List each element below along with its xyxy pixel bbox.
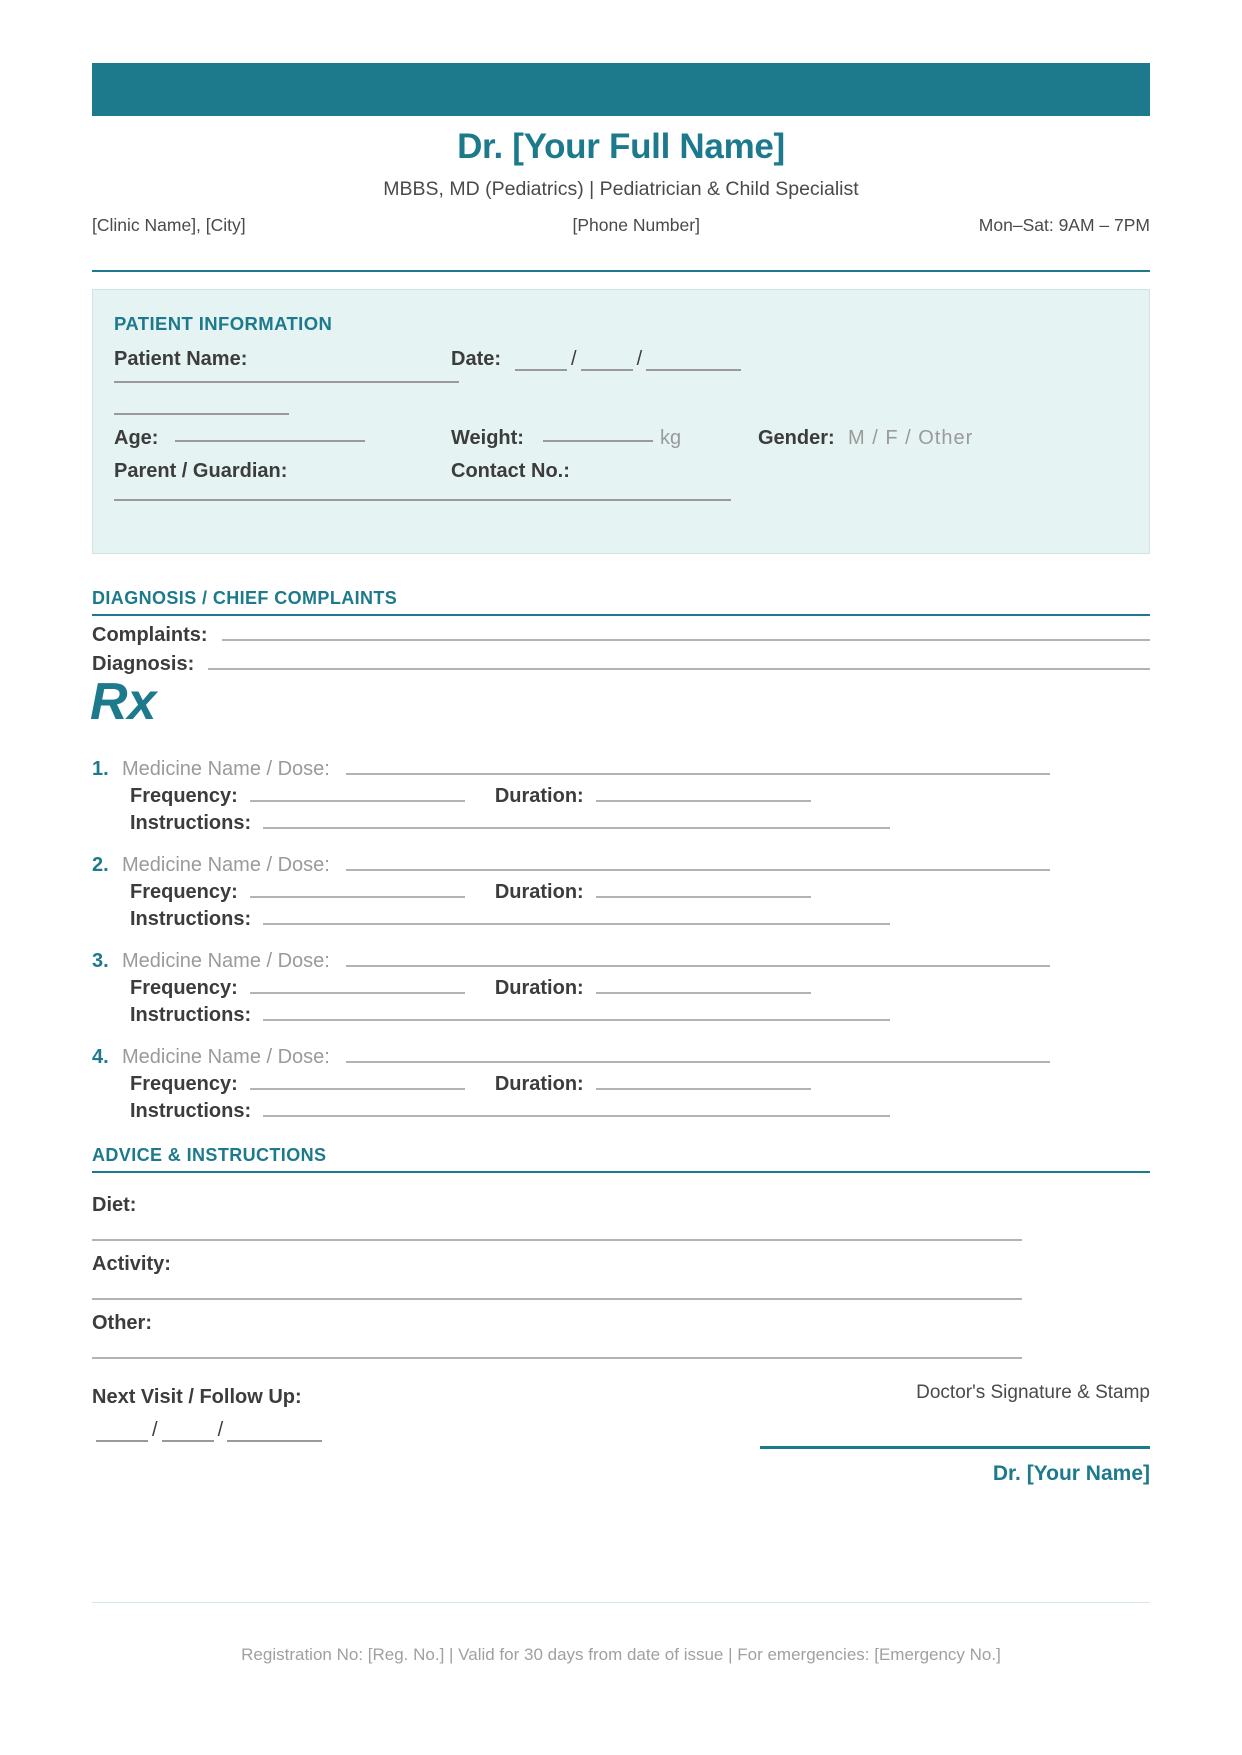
follow-up-month-input[interactable]: [162, 1427, 214, 1442]
instructions-row: [92, 908, 1150, 931]
medicine-row: [92, 758, 1150, 781]
instructions-row: [92, 812, 1150, 835]
date-day-input[interactable]: [515, 356, 567, 371]
activity-label: Activity:: [92, 1253, 171, 1275]
instructions-label: Instructions:: [130, 908, 252, 930]
other-label: Other:: [92, 1312, 152, 1334]
frequency-input[interactable]: [250, 979, 465, 994]
duration-label: Duration:: [494, 977, 584, 999]
medicine-row: [92, 950, 1150, 973]
frequency-duration-row: [92, 785, 1150, 808]
advice-fields: [92, 1182, 1150, 1359]
diagnosis-label: Diagnosis:: [92, 653, 195, 675]
clinic-address: [Clinic Name], [City]: [92, 215, 246, 235]
footer-note: Registration No: [Reg. No.] | Valid for 30 days from date of issue | For emergencies: [Emergency No.]: [241, 1645, 1001, 1664]
frequency-label: Frequency:: [130, 785, 238, 807]
diagnosis-section-title: DIAGNOSIS / CHIEF COMPLAINTS: [92, 588, 398, 608]
prescription-item: [92, 758, 1150, 835]
follow-up-block: [92, 1386, 326, 1442]
follow-up-year-input[interactable]: [227, 1427, 322, 1442]
instructions-label: Instructions:: [130, 1004, 252, 1026]
patient-information-title: PATIENT INFORMATION: [114, 313, 333, 334]
medicine-input[interactable]: [346, 856, 1050, 871]
medicine-label: Medicine Name / Dose:: [122, 950, 330, 972]
frequency-duration-row: [92, 977, 1150, 1000]
medicine-row: [92, 1046, 1150, 1069]
duration-label: Duration:: [494, 881, 584, 903]
weight-label: Weight:: [451, 427, 524, 449]
diagnosis-row: [92, 653, 1150, 676]
contact-input[interactable]: [451, 486, 731, 501]
item-number: 4.: [92, 1046, 109, 1068]
medicine-input[interactable]: [346, 760, 1050, 775]
instructions-label: Instructions:: [130, 1100, 252, 1122]
follow-up-separator-2: /: [217, 1419, 224, 1441]
item-number: 3.: [92, 950, 109, 972]
weight-input[interactable]: [543, 427, 653, 442]
instructions-input[interactable]: [263, 910, 890, 925]
medicine-input[interactable]: [346, 1048, 1050, 1063]
medicine-label: Medicine Name / Dose:: [122, 1046, 330, 1068]
prescription-item: [92, 1046, 1150, 1123]
follow-up-date-group: [92, 1419, 326, 1442]
patient-name-input[interactable]: [114, 368, 459, 383]
prescription-item: [92, 854, 1150, 931]
frequency-label: Frequency:: [130, 977, 238, 999]
medicine-input[interactable]: [346, 952, 1050, 967]
duration-input[interactable]: [596, 883, 811, 898]
clinic-phone: [Phone Number]: [572, 215, 700, 235]
signature-block: [760, 1382, 1150, 1486]
patient-name-input-overflow[interactable]: [114, 400, 289, 415]
frequency-duration-row: [92, 1073, 1150, 1096]
age-input[interactable]: [175, 427, 365, 442]
medicine-row: [92, 854, 1150, 877]
advice-section-divider: [92, 1171, 1150, 1173]
diagnosis-section-divider: [92, 614, 1150, 616]
duration-input[interactable]: [596, 979, 811, 994]
diet-label: Diet:: [92, 1194, 137, 1216]
item-number: 2.: [92, 854, 109, 876]
date-month-input[interactable]: [581, 356, 633, 371]
footer-divider: [92, 1602, 1150, 1603]
patient-name-label: Patient Name:: [114, 348, 248, 370]
frequency-input[interactable]: [250, 883, 465, 898]
signature-doctor-name: Dr. [Your Name]: [992, 1462, 1150, 1485]
other-input[interactable]: [92, 1357, 1022, 1359]
instructions-input[interactable]: [263, 1102, 890, 1117]
duration-input[interactable]: [596, 787, 811, 802]
signature-line[interactable]: [760, 1446, 1150, 1449]
header-divider: [92, 270, 1150, 272]
signature-caption: Doctor's Signature & Stamp: [916, 1382, 1150, 1403]
doctor-credentials: MBBS, MD (Pediatrics) | Pediatrician & Child Specialist: [383, 177, 859, 200]
duration-label: Duration:: [494, 785, 584, 807]
medicine-label: Medicine Name / Dose:: [122, 758, 330, 780]
follow-up-separator-1: /: [152, 1419, 158, 1441]
frequency-input[interactable]: [250, 1075, 465, 1090]
contact-label: Contact No.:: [451, 460, 570, 482]
clinic-header: [92, 125, 1150, 202]
instructions-label: Instructions:: [130, 812, 252, 834]
gender-label: Gender:: [758, 427, 835, 449]
follow-up-label: Next Visit / Follow Up:: [92, 1386, 302, 1408]
duration-label: Duration:: [494, 1073, 584, 1095]
frequency-duration-row: [92, 881, 1150, 904]
frequency-input[interactable]: [250, 787, 465, 802]
header-accent-bar: [92, 63, 1150, 116]
date-field-group: [511, 348, 745, 371]
guardian-label: Parent / Guardian:: [114, 460, 288, 482]
date-separator-2: /: [636, 348, 643, 370]
instructions-input[interactable]: [263, 1006, 890, 1021]
diagnosis-fields: [92, 624, 1150, 682]
prescription-item: [92, 950, 1150, 1027]
weight-unit-label: kg: [660, 427, 682, 449]
item-number: 1.: [92, 758, 109, 780]
date-year-input[interactable]: [646, 356, 741, 371]
complaints-row: [92, 624, 1150, 647]
frequency-label: Frequency:: [130, 1073, 238, 1095]
date-separator-1: /: [571, 348, 577, 370]
instructions-input[interactable]: [263, 814, 890, 829]
medicine-label: Medicine Name / Dose:: [122, 854, 330, 876]
patient-information-panel: [92, 289, 1150, 554]
advice-section-title: ADVICE & INSTRUCTIONS: [92, 1145, 327, 1165]
clinic-contact-row: [92, 215, 1150, 236]
guardian-input[interactable]: [114, 486, 459, 501]
clinic-hours: Mon–Sat: 9AM – 7PM: [978, 215, 1150, 235]
age-label: Age:: [114, 427, 159, 449]
rx-symbol: Rx: [90, 673, 157, 731]
advice-row: [92, 1300, 1150, 1359]
complaints-label: Complaints:: [92, 624, 208, 646]
instructions-row: [92, 1004, 1150, 1027]
instructions-row: [92, 1100, 1150, 1123]
advice-row: [92, 1182, 1150, 1241]
diagnosis-input[interactable]: [208, 655, 1150, 670]
complaints-input[interactable]: [222, 626, 1150, 641]
duration-input[interactable]: [596, 1075, 811, 1090]
doctor-name: Dr. [Your Full Name]: [457, 127, 785, 166]
frequency-label: Frequency:: [130, 881, 238, 903]
follow-up-day-input[interactable]: [96, 1427, 148, 1442]
prescription-list: [92, 758, 1150, 1142]
gender-options[interactable]: M / F / Other: [848, 427, 974, 449]
date-label: Date:: [451, 348, 502, 370]
advice-row: [92, 1241, 1150, 1300]
